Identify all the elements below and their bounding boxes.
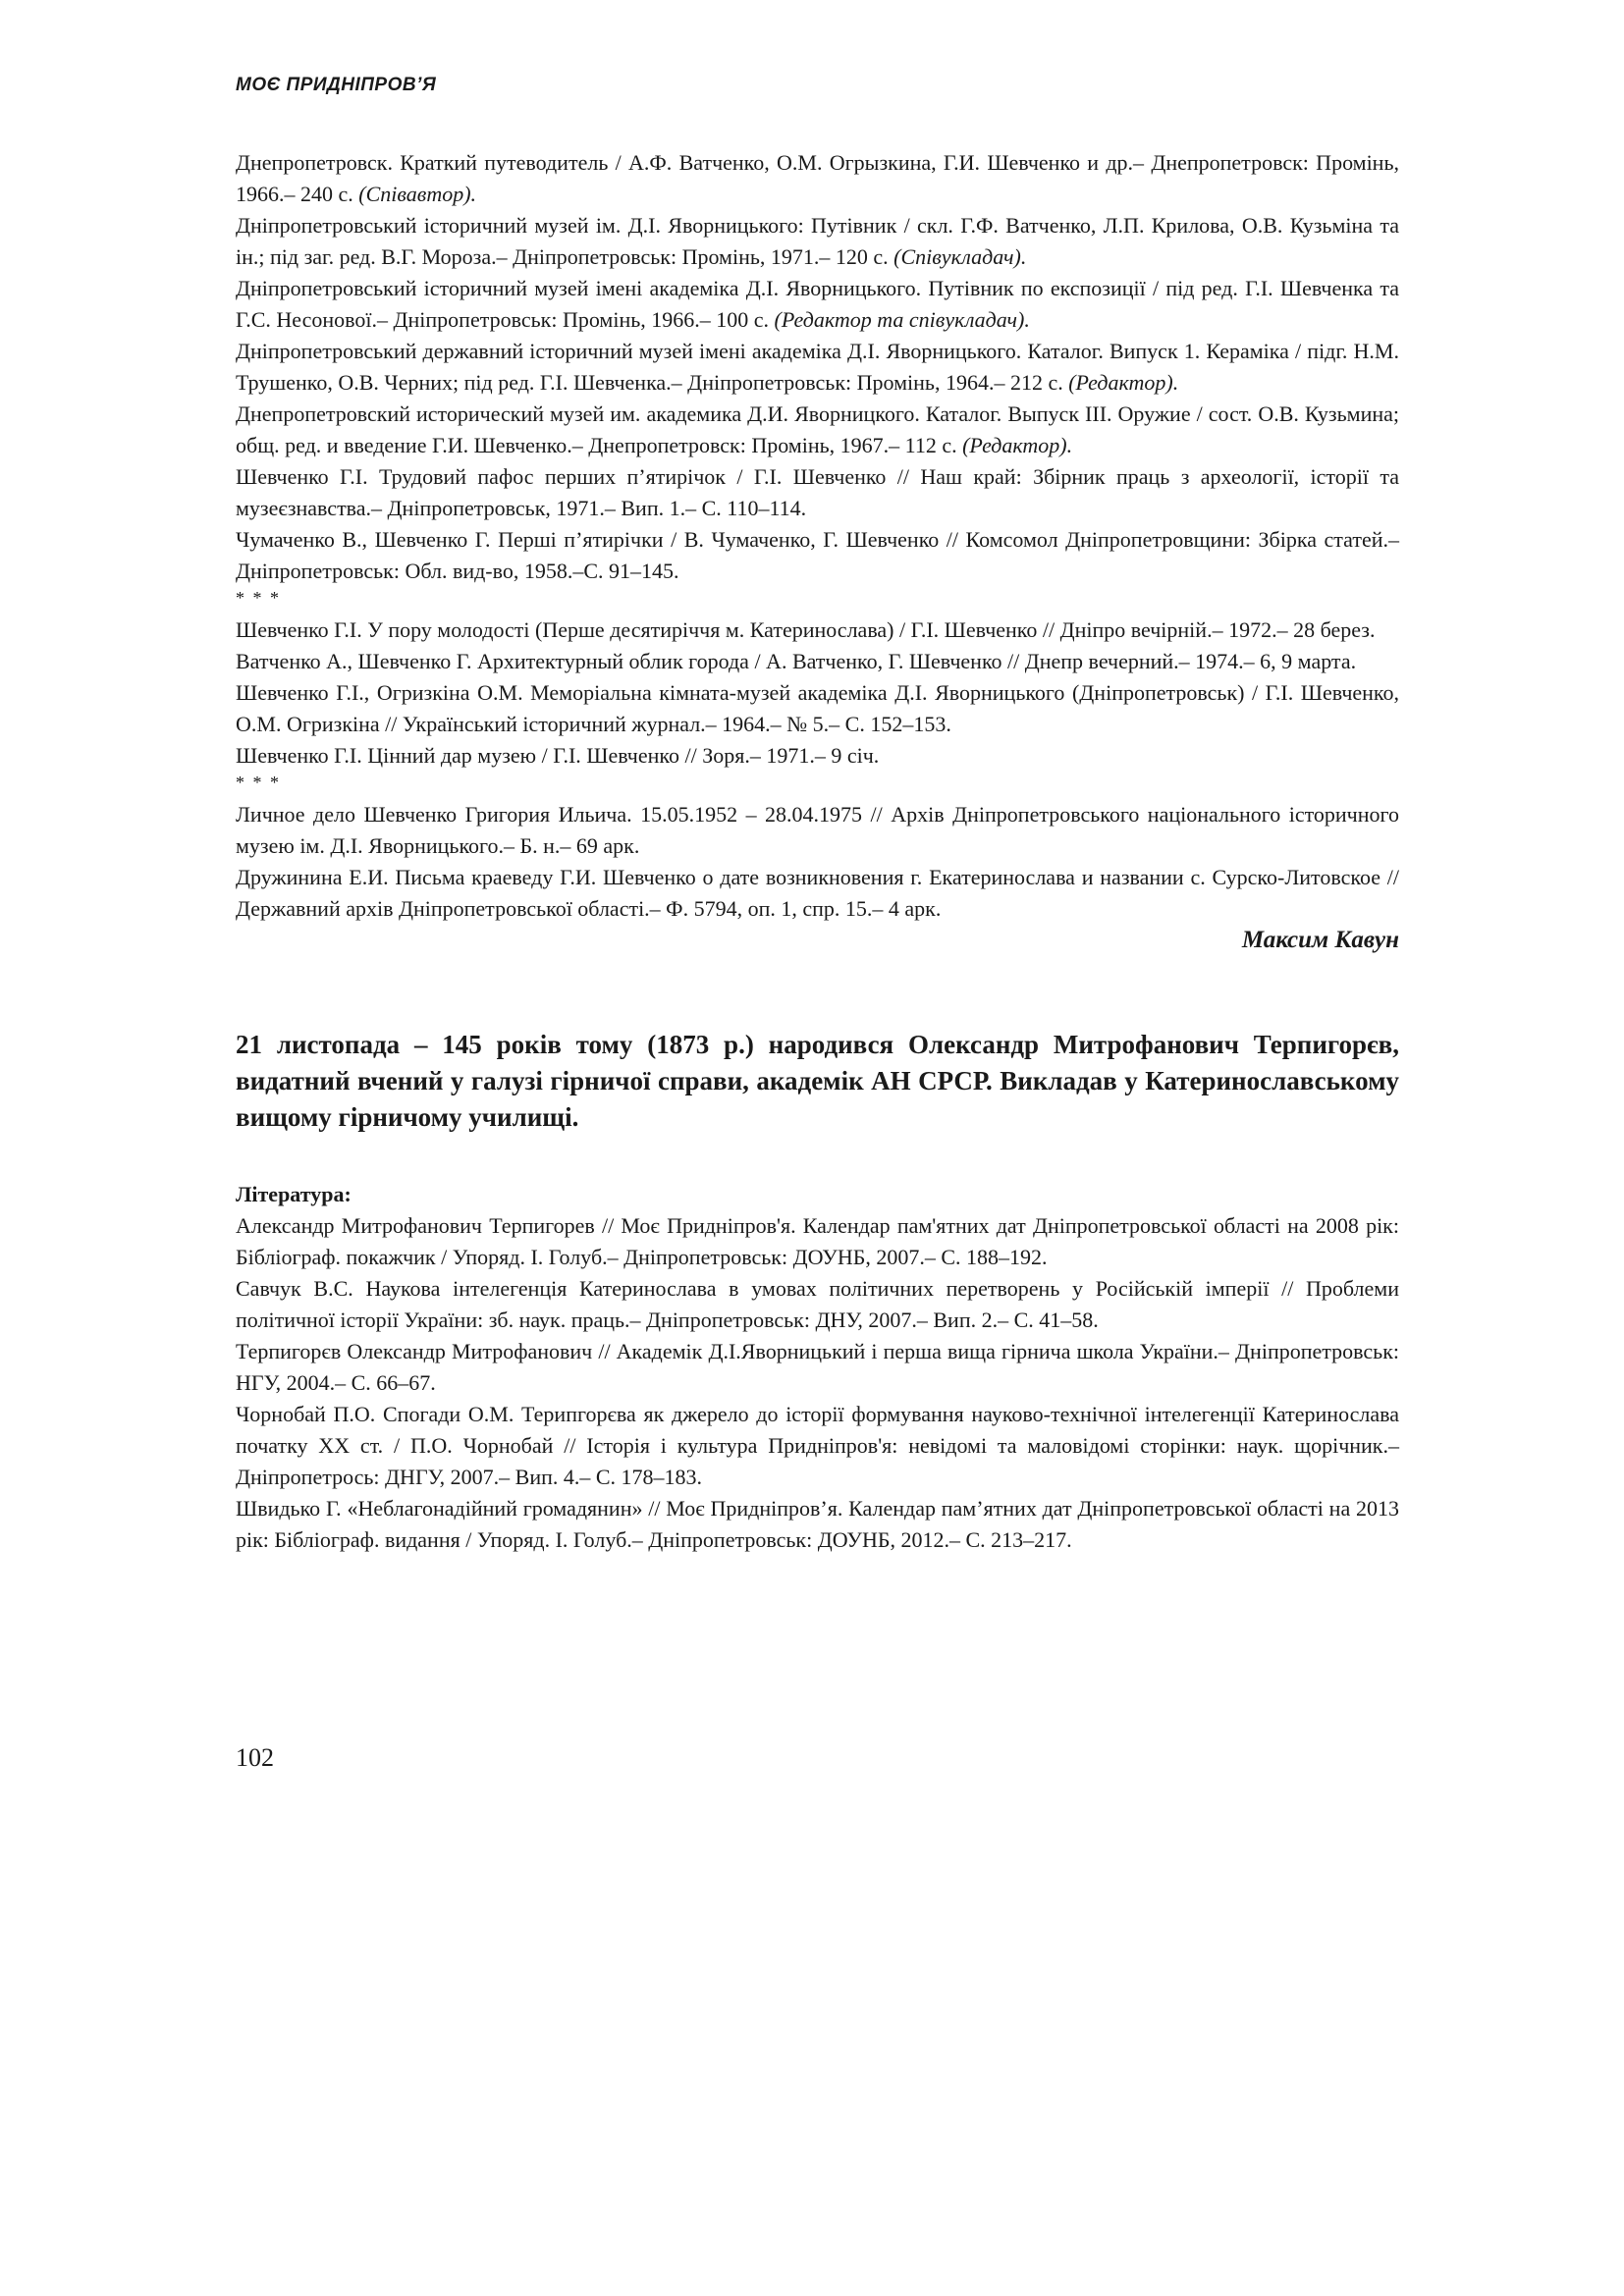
sources-list-1 <box>236 147 1399 587</box>
bibliography-entry: Личное дело Шевченко Григория Ильича. 15.05.1952 – 28.04.1975 // Архів Дніпропетровського національного історичного музею ім. Д.І. Яворницького.– Б. н.– 69 арк. <box>236 802 1399 858</box>
sources-list-3 <box>236 799 1399 925</box>
page-content <box>236 147 1399 1556</box>
bibliography-entry: Дніпропетровський історичний музей імені академіка Д.І. Яворницького. Путівник по експозиції / під ред. Г.І. Шевченка та Г.С. Несонової.– Дніпропетровськ: Промінь, 1966.– 100 с. (Редактор та співукладач). <box>236 276 1399 332</box>
section-separator: * * * <box>236 773 281 792</box>
page-number: 102 <box>236 1743 274 1772</box>
literature-list <box>236 1210 1399 1556</box>
running-header: МОЄ ПРИДНІПРОВ’Я <box>236 75 437 95</box>
bibliography-entry: Ватченко А., Шевченко Г. Архитектурный облик города / А. Ватченко, Г. Шевченко // Днепр вечерний.– 1974.– 6, 9 марта. <box>236 649 1357 673</box>
literature-entry: Швидько Г. «Неблагонадійний громадянин» // Моє Придніпров’я. Календар пам’ятних дат Дніпропетровської області на 2013 рік: Бібліограф. видання / Упоряд. І. Голуб.– Дніпропетровськ: ДОУНБ, 2012.– С. 213–217. <box>236 1496 1399 1552</box>
bibliography-entry: Шевченко Г.І. Цінний дар музею / Г.І. Шевченко // Зоря.– 1971.– 9 січ. <box>236 743 880 768</box>
sources-list-2 <box>236 614 1399 772</box>
anniversary-announcement: 21 листопада – 145 років тому (1873 р.) народився Олександр Митрофанович Терпигорєв, видатний вчений у галузі гірничої справи, академік АН СРСР. Викладав у Катеринославському вищому гірничому училищі. <box>236 1030 1399 1132</box>
bibliography-entry: Шевченко Г.І., Огризкіна О.М. Меморіальна кімната-музей академіка Д.І. Яворницького (Дніпропетровськ) / Г.І. Шевченко, О.М. Огризкіна // Український історичний журнал.– 1964.– № 5.– С. 152–153. <box>236 680 1399 736</box>
literature-entry: Савчук В.С. Наукова інтелегенція Катеринослава в умовах політичних перетворень у Російській імперії // Проблеми політичної історії України: зб. наук. праць.– Дніпропетровськ: ДНУ, 2007.– Вип. 2.– С. 41–58. <box>236 1276 1399 1332</box>
section-separator: * * * <box>236 588 281 608</box>
bibliography-entry: Шевченко Г.І. У пору молодості (Перше десятиріччя м. Катеринослава) / Г.І. Шевченко // Дніпро вечірній.– 1972.– 28 берез. <box>236 617 1376 642</box>
literature-entry: Чорнобай П.О. Спогади О.М. Терипгорєва як джерело до історії формування науково-технічної інтелегенції Катеринослава початку ХХ ст. / П.О. Чорнобай // Історія і культура Придніпров'я: невідомі та маловідомі сторінки: наук. щорічник.– Дніпропетрось: ДНГУ, 2007.– Вип. 4.– С. 178–183. <box>236 1402 1399 1489</box>
bibliography-entry: Дніпропетровський історичний музей ім. Д.І. Яворницького: Путівник / скл. Г.Ф. Ватченко, Л.П. Крилова, О.В. Кузьміна та ін.; під заг. ред. В.Г. Мороза.– Дніпропетровськ: Промінь, 1971.– 120 с. (Співукладач). <box>236 213 1399 269</box>
bibliography-entry: Дружинина Е.И. Письма краеведу Г.И. Шевченко о дате возникновения г. Екатеринослава и названии с. Сурско-Литовское // Державний архів Дніпропетровської області.– Ф. 5794, оп. 1, спр. 15.– 4 арк. <box>236 865 1399 921</box>
bibliography-entry: Дніпропетровський державний історичний музей імені академіка Д.І. Яворницького. Каталог. Випуск 1. Кераміка / підг. Н.М. Трушенко, О.В. Черних; під ред. Г.І. Шевченка.– Дніпропетровськ: Промінь, 1964.– 212 с. (Редактор). <box>236 339 1399 395</box>
bibliography-entry: Чумаченко В., Шевченко Г. Перші п’ятирічки / В. Чумаченко, Г. Шевченко // Комсомол Дніпропетровщини: Збірка статей.– Дніпропетровськ: Обл. вид-во, 1958.–С. 91–145. <box>236 527 1399 583</box>
bibliography-entry: Днепропетровский исторический музей им. академика Д.И. Яворницкого. Каталог. Выпуск III. Оружие / сост. О.В. Кузьмина; общ. ред. и введение Г.И. Шевченко.– Днепропетровск: Промінь, 1967.– 112 с. (Редактор). <box>236 401 1399 457</box>
bibliography-entry: Днепропетровск. Краткий путеводитель / А.Ф. Ватченко, О.М. Огрызкина, Г.И. Шевченко и др.– Днепропетровск: Промінь, 1966.– 240 с. (Співавтор). <box>236 150 1399 206</box>
bibliography-entry: Шевченко Г.І. Трудовий пафос перших п’ятирічок / Г.І. Шевченко // Наш край: Збірник праць з археології, історії та музеєзнавства.– Дніпропетровськ, 1971.– Вип. 1.– С. 110–114. <box>236 464 1399 520</box>
literature-entry: Терпигорєв Олександр Митрофанович // Академік Д.І.Яворницький і перша вища гірнича школа України.– Дніпропетровськ: НГУ, 2004.– С. 66–67. <box>236 1339 1399 1395</box>
article-author: Максим Кавун <box>1241 927 1399 953</box>
literature-entry: Александр Митрофанович Терпигорев // Моє Придніпров'я. Календар пам'ятних дат Дніпропетровської області на 2008 рік: Бібліограф. покажчик / Упоряд. І. Голуб.– Дніпропетровськ: ДОУНБ, 2007.– С. 188–192. <box>236 1213 1399 1269</box>
literature-heading: Література: <box>236 1182 352 1206</box>
